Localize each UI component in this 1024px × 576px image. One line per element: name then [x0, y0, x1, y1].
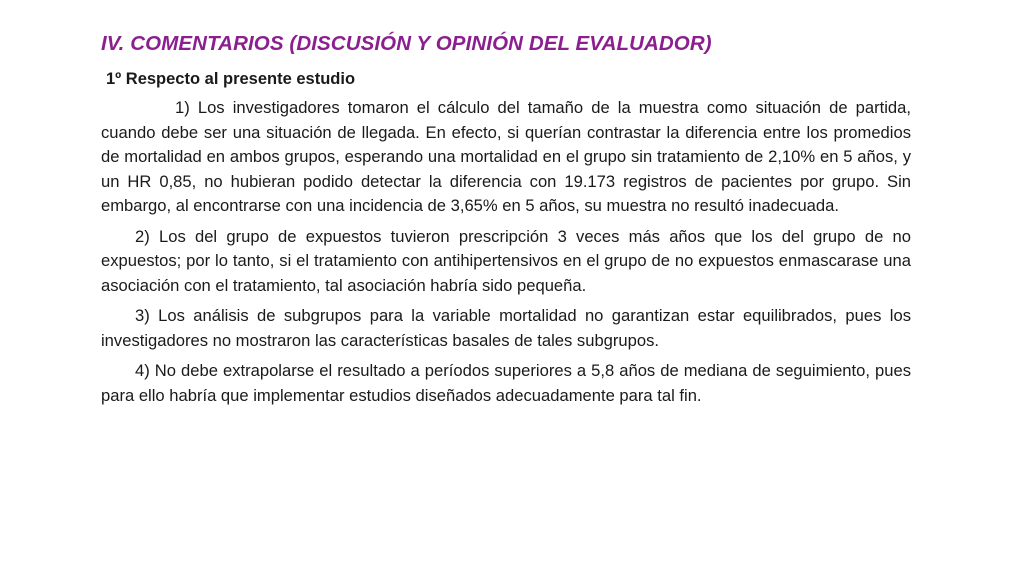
paragraph-2: 2) Los del grupo de expuestos tuvieron prescripción 3 veces más años que los del grupo de no expuestos; por lo tanto, si el tratamiento con antihipertensivos en el grupo de no expuestos enmascarase una asociación con el tratamiento, tal asociación habría sido pequeña. [101, 226, 911, 295]
paragraph-1: 1) Los investigadores tomaron el cálculo del tamaño de la muestra como situación de partida, cuando debe ser una situación de llegada. En efecto, si querían contrastar la diferencia entre los promedios de mortalidad en ambos grupos, esperando una mortalidad en el grupo sin tratamiento de 2,10% en 5 años, y un HR 0,85, no hubieran podido detectar la diferencia con 19.173 registros de pacientes por grupo. Sin embargo, al encontrarse con una incidencia de 3,65% en 5 años, su muestra no resultó inadecuada. [101, 98, 911, 215]
paragraph-4: 4) No debe extrapolarse el resultado a períodos superiores a 5,8 años de mediana de seguimiento, pues para ello habría que implementar estudios diseñados adecuadamente para tal fin. [101, 361, 911, 405]
section-title: IV. COMENTARIOS (DISCUSIÓN Y OPINIÓN DEL EVALUADOR) [101, 32, 712, 55]
slide-content [101, 28, 911, 408]
paragraph-3: 3) Los análisis de subgrupos para la variable mortalidad no garantizan estar equilibrados, pues los investigadores no mostraron las características basales de tales subgrupos. [101, 306, 911, 350]
subsection-heading: 1º Respecto al presente estudio [106, 70, 356, 88]
